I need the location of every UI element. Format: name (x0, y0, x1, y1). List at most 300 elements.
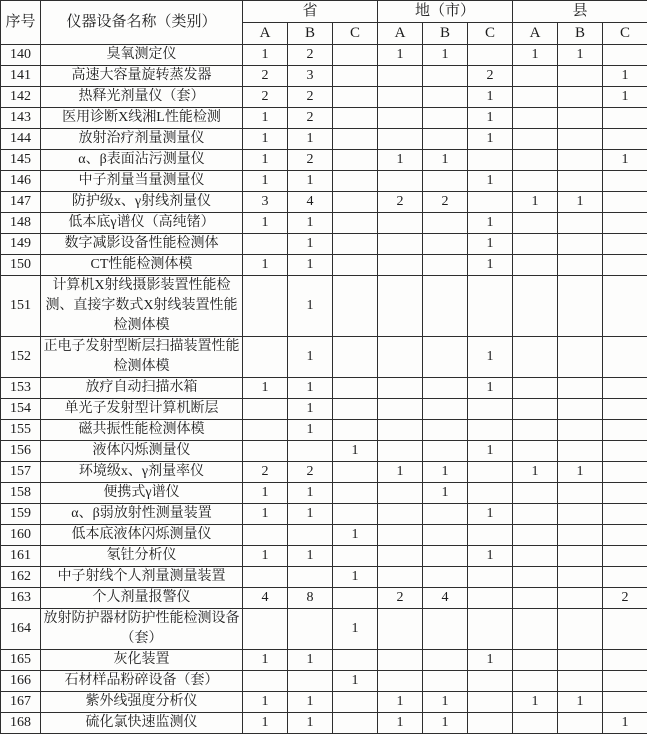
row-equipment-name: 硫化氯快速监测仪 (41, 713, 243, 734)
cell-value (513, 129, 558, 150)
cell-value: 2 (243, 87, 288, 108)
cell-value: 1 (468, 129, 513, 150)
cell-value: 1 (288, 399, 333, 420)
cell-value (423, 378, 468, 399)
row-serial-number: 141 (1, 66, 41, 87)
cell-value (513, 504, 558, 525)
cell-value: 1 (288, 129, 333, 150)
cell-value: 1 (603, 66, 647, 87)
cell-value (423, 504, 468, 525)
cell-value (378, 504, 423, 525)
cell-value: 1 (243, 213, 288, 234)
cell-value (378, 337, 423, 378)
cell-value (243, 399, 288, 420)
cell-value (378, 567, 423, 588)
table-row (1, 276, 647, 337)
cell-value (423, 108, 468, 129)
cell-value: 2 (423, 192, 468, 213)
cell-value: 1 (468, 546, 513, 567)
cell-value (378, 129, 423, 150)
row-equipment-name: CT性能检测体模 (41, 255, 243, 276)
cell-value (333, 378, 378, 399)
table-row (1, 483, 647, 504)
cell-value: 1 (333, 525, 378, 546)
cell-value: 1 (288, 171, 333, 192)
cell-value (468, 192, 513, 213)
cell-value (558, 671, 603, 692)
cell-value: 1 (288, 276, 333, 337)
cell-value (513, 213, 558, 234)
row-serial-number: 142 (1, 87, 41, 108)
row-serial-number: 151 (1, 276, 41, 337)
row-serial-number: 143 (1, 108, 41, 129)
cell-value (288, 609, 333, 650)
row-serial-number: 155 (1, 420, 41, 441)
cell-value (603, 213, 647, 234)
row-serial-number: 156 (1, 441, 41, 462)
header-city-c: C (468, 23, 513, 45)
cell-value (603, 234, 647, 255)
header-city-b: B (423, 23, 468, 45)
cell-value (558, 234, 603, 255)
cell-value (333, 692, 378, 713)
cell-value (378, 441, 423, 462)
cell-value (423, 66, 468, 87)
cell-value: 2 (378, 192, 423, 213)
cell-value: 1 (288, 546, 333, 567)
cell-value (558, 441, 603, 462)
cell-value: 1 (468, 504, 513, 525)
cell-value (558, 337, 603, 378)
cell-value (378, 650, 423, 671)
row-equipment-name: 灰化装置 (41, 650, 243, 671)
cell-value (333, 192, 378, 213)
cell-value: 1 (288, 255, 333, 276)
table-row (1, 255, 647, 276)
cell-value (333, 462, 378, 483)
cell-value: 1 (288, 650, 333, 671)
cell-value (513, 483, 558, 504)
cell-value: 1 (243, 692, 288, 713)
cell-value (423, 234, 468, 255)
cell-value (243, 525, 288, 546)
row-serial-number: 160 (1, 525, 41, 546)
cell-value (468, 462, 513, 483)
table-row (1, 378, 647, 399)
cell-value: 1 (513, 192, 558, 213)
cell-value (423, 399, 468, 420)
cell-value: 1 (378, 713, 423, 734)
cell-value (378, 276, 423, 337)
cell-value (423, 650, 468, 671)
cell-value (558, 276, 603, 337)
cell-value (333, 588, 378, 609)
cell-value: 1 (288, 234, 333, 255)
cell-value (513, 108, 558, 129)
cell-value (288, 441, 333, 462)
row-equipment-name: 低本底液体闪烁测量仪 (41, 525, 243, 546)
cell-value (558, 588, 603, 609)
cell-value (378, 255, 423, 276)
cell-value: 1 (243, 108, 288, 129)
cell-value (378, 483, 423, 504)
cell-value (333, 234, 378, 255)
cell-value (378, 546, 423, 567)
row-serial-number: 163 (1, 588, 41, 609)
cell-value: 1 (558, 192, 603, 213)
row-equipment-name: 高速大容量旋转蒸发器 (41, 66, 243, 87)
cell-value (513, 150, 558, 171)
cell-value: 4 (423, 588, 468, 609)
cell-value: 2 (288, 462, 333, 483)
cell-value: 1 (468, 171, 513, 192)
cell-value: 1 (288, 337, 333, 378)
table-row (1, 150, 647, 171)
cell-value: 1 (468, 441, 513, 462)
table-row (1, 337, 647, 378)
header-province-c: C (333, 23, 378, 45)
cell-value (378, 234, 423, 255)
cell-value (288, 671, 333, 692)
cell-value (378, 87, 423, 108)
cell-value (378, 171, 423, 192)
cell-value: 1 (423, 462, 468, 483)
cell-value (513, 337, 558, 378)
cell-value (333, 337, 378, 378)
row-serial-number: 140 (1, 45, 41, 66)
cell-value (603, 378, 647, 399)
row-serial-number: 153 (1, 378, 41, 399)
cell-value: 1 (333, 609, 378, 650)
row-equipment-name: 紫外线强度分析仪 (41, 692, 243, 713)
cell-value (603, 692, 647, 713)
cell-value (333, 108, 378, 129)
row-serial-number: 150 (1, 255, 41, 276)
cell-value (468, 671, 513, 692)
cell-value: 1 (423, 150, 468, 171)
cell-value (243, 567, 288, 588)
table-row (1, 713, 647, 734)
row-serial-number: 168 (1, 713, 41, 734)
cell-value: 1 (378, 45, 423, 66)
cell-value (423, 213, 468, 234)
cell-value: 1 (423, 713, 468, 734)
cell-value: 1 (243, 150, 288, 171)
row-serial-number: 144 (1, 129, 41, 150)
row-equipment-name: 放射治疗剂量测量仪 (41, 129, 243, 150)
cell-value (603, 671, 647, 692)
row-equipment-name: 环境级x、γ剂量率仪 (41, 462, 243, 483)
cell-value (378, 213, 423, 234)
cell-value (333, 87, 378, 108)
cell-value (513, 66, 558, 87)
row-equipment-name: 热释光剂量仪（套） (41, 87, 243, 108)
cell-value (333, 171, 378, 192)
header-equipment-name: 仪器设备名称（类别） (41, 1, 243, 45)
cell-value: 1 (423, 45, 468, 66)
row-equipment-name: 正电子发射型断层扫描装置性能检测体模 (41, 337, 243, 378)
cell-value (513, 234, 558, 255)
cell-value (423, 255, 468, 276)
cell-value (558, 483, 603, 504)
cell-value: 1 (468, 255, 513, 276)
cell-value (468, 609, 513, 650)
cell-value (243, 420, 288, 441)
cell-value (333, 45, 378, 66)
cell-value: 1 (558, 692, 603, 713)
cell-value: 1 (243, 171, 288, 192)
cell-value: 1 (378, 692, 423, 713)
table-row (1, 213, 647, 234)
cell-value: 2 (288, 150, 333, 171)
cell-value (558, 213, 603, 234)
cell-value (243, 609, 288, 650)
cell-value (513, 378, 558, 399)
cell-value: 2 (288, 45, 333, 66)
cell-value (513, 525, 558, 546)
table-row (1, 671, 647, 692)
cell-value (378, 399, 423, 420)
header-city-a: A (378, 23, 423, 45)
row-equipment-name: α、β表面沾污测量仪 (41, 150, 243, 171)
cell-value (378, 671, 423, 692)
table-row (1, 441, 647, 462)
cell-value (558, 255, 603, 276)
cell-value (558, 129, 603, 150)
cell-value (468, 588, 513, 609)
cell-value (378, 609, 423, 650)
row-serial-number: 161 (1, 546, 41, 567)
row-equipment-name: 数字减影设备性能检测体 (41, 234, 243, 255)
cell-value (513, 87, 558, 108)
cell-value: 1 (288, 713, 333, 734)
cell-value: 1 (558, 462, 603, 483)
cell-value (558, 713, 603, 734)
cell-value (423, 87, 468, 108)
row-equipment-name: 氡钍分析仪 (41, 546, 243, 567)
row-equipment-name: 臭氧测定仪 (41, 45, 243, 66)
cell-value: 1 (243, 650, 288, 671)
cell-value (513, 671, 558, 692)
header-group-province: 省 (243, 1, 378, 23)
cell-value (243, 441, 288, 462)
cell-value (468, 525, 513, 546)
cell-value (468, 276, 513, 337)
cell-value: 2 (378, 588, 423, 609)
cell-value (558, 378, 603, 399)
header-county-c: C (603, 23, 647, 45)
cell-value (513, 609, 558, 650)
row-serial-number: 165 (1, 650, 41, 671)
cell-value (468, 420, 513, 441)
cell-value (513, 171, 558, 192)
cell-value (603, 525, 647, 546)
cell-value: 1 (288, 692, 333, 713)
cell-value (558, 525, 603, 546)
row-serial-number: 159 (1, 504, 41, 525)
cell-value: 1 (468, 650, 513, 671)
row-serial-number: 164 (1, 609, 41, 650)
table-row (1, 399, 647, 420)
row-equipment-name: 磁共振性能检测体模 (41, 420, 243, 441)
cell-value: 2 (243, 462, 288, 483)
cell-value: 1 (423, 692, 468, 713)
row-serial-number: 158 (1, 483, 41, 504)
table-body (1, 45, 647, 734)
cell-value (333, 713, 378, 734)
table-row (1, 504, 647, 525)
cell-value (558, 567, 603, 588)
cell-value: 1 (243, 713, 288, 734)
cell-value (603, 255, 647, 276)
cell-value (558, 420, 603, 441)
cell-value (513, 650, 558, 671)
cell-value (243, 276, 288, 337)
cell-value (243, 671, 288, 692)
cell-value (423, 337, 468, 378)
cell-value (423, 525, 468, 546)
cell-value (603, 650, 647, 671)
cell-value: 1 (468, 87, 513, 108)
cell-value (513, 276, 558, 337)
cell-value: 1 (333, 671, 378, 692)
cell-value (603, 129, 647, 150)
cell-value: 1 (288, 420, 333, 441)
cell-value: 1 (603, 713, 647, 734)
cell-value (513, 420, 558, 441)
table-row (1, 420, 647, 441)
cell-value (333, 213, 378, 234)
cell-value (378, 108, 423, 129)
row-serial-number: 162 (1, 567, 41, 588)
cell-value (468, 150, 513, 171)
cell-value (333, 276, 378, 337)
header-county-a: A (513, 23, 558, 45)
cell-value: 2 (288, 108, 333, 129)
table-row (1, 525, 647, 546)
cell-value (468, 713, 513, 734)
cell-value: 1 (243, 378, 288, 399)
cell-value (558, 650, 603, 671)
cell-value: 1 (243, 129, 288, 150)
row-equipment-name: 石材样品粉碎设备（套） (41, 671, 243, 692)
cell-value: 1 (513, 692, 558, 713)
row-equipment-name: 液体闪烁测量仪 (41, 441, 243, 462)
cell-value (333, 129, 378, 150)
cell-value: 1 (468, 234, 513, 255)
table-row (1, 692, 647, 713)
table-header (1, 1, 647, 45)
cell-value: 1 (333, 441, 378, 462)
cell-value (513, 588, 558, 609)
row-equipment-name: 个人剂量报警仪 (41, 588, 243, 609)
cell-value (513, 399, 558, 420)
cell-value (333, 150, 378, 171)
cell-value: 1 (243, 255, 288, 276)
cell-value: 1 (243, 504, 288, 525)
cell-value (423, 420, 468, 441)
cell-value: 3 (243, 192, 288, 213)
cell-value (468, 399, 513, 420)
cell-value: 1 (603, 87, 647, 108)
cell-value (378, 66, 423, 87)
cell-value: 1 (333, 567, 378, 588)
cell-value: 1 (468, 213, 513, 234)
row-equipment-name: 低本底γ谱仪（高纯锗） (41, 213, 243, 234)
cell-value: 4 (288, 192, 333, 213)
table-row (1, 192, 647, 213)
cell-value (603, 567, 647, 588)
cell-value (333, 66, 378, 87)
table-row (1, 609, 647, 650)
row-equipment-name: 防护级x、γ射线剂量仪 (41, 192, 243, 213)
cell-value (333, 399, 378, 420)
cell-value (558, 609, 603, 650)
cell-value (333, 504, 378, 525)
cell-value (603, 462, 647, 483)
table-row (1, 650, 647, 671)
cell-value (603, 108, 647, 129)
table-row (1, 45, 647, 66)
cell-value (558, 66, 603, 87)
cell-value (423, 567, 468, 588)
cell-value (603, 171, 647, 192)
cell-value (423, 671, 468, 692)
table-row (1, 171, 647, 192)
cell-value (603, 399, 647, 420)
row-equipment-name: 计算机X射线摄影装置性能检测、直接字数式X射线装置性能检测体模 (41, 276, 243, 337)
cell-value: 1 (378, 150, 423, 171)
cell-value (423, 546, 468, 567)
cell-value (513, 567, 558, 588)
cell-value (513, 713, 558, 734)
table-row (1, 462, 647, 483)
cell-value: 2 (243, 66, 288, 87)
cell-value (558, 504, 603, 525)
row-serial-number: 166 (1, 671, 41, 692)
cell-value (513, 255, 558, 276)
cell-value: 1 (423, 483, 468, 504)
cell-value (468, 692, 513, 713)
cell-value (468, 483, 513, 504)
cell-value (603, 192, 647, 213)
cell-value (603, 441, 647, 462)
header-province-b: B (288, 23, 333, 45)
cell-value (243, 337, 288, 378)
table-row (1, 234, 647, 255)
cell-value (558, 171, 603, 192)
cell-value (603, 420, 647, 441)
row-serial-number: 149 (1, 234, 41, 255)
cell-value: 4 (243, 588, 288, 609)
cell-value: 2 (288, 87, 333, 108)
row-equipment-name: 单光子发射型计算机断层 (41, 399, 243, 420)
header-group-county: 县 (513, 1, 647, 23)
table-row (1, 588, 647, 609)
cell-value: 1 (513, 462, 558, 483)
row-equipment-name: 医用诊断X线湘L性能检测 (41, 108, 243, 129)
cell-value: 1 (603, 150, 647, 171)
table-row (1, 66, 647, 87)
cell-value (243, 234, 288, 255)
cell-value (378, 525, 423, 546)
header-province-a: A (243, 23, 288, 45)
cell-value: 3 (288, 66, 333, 87)
cell-value: 1 (468, 378, 513, 399)
table-row (1, 129, 647, 150)
row-serial-number: 157 (1, 462, 41, 483)
cell-value (333, 546, 378, 567)
